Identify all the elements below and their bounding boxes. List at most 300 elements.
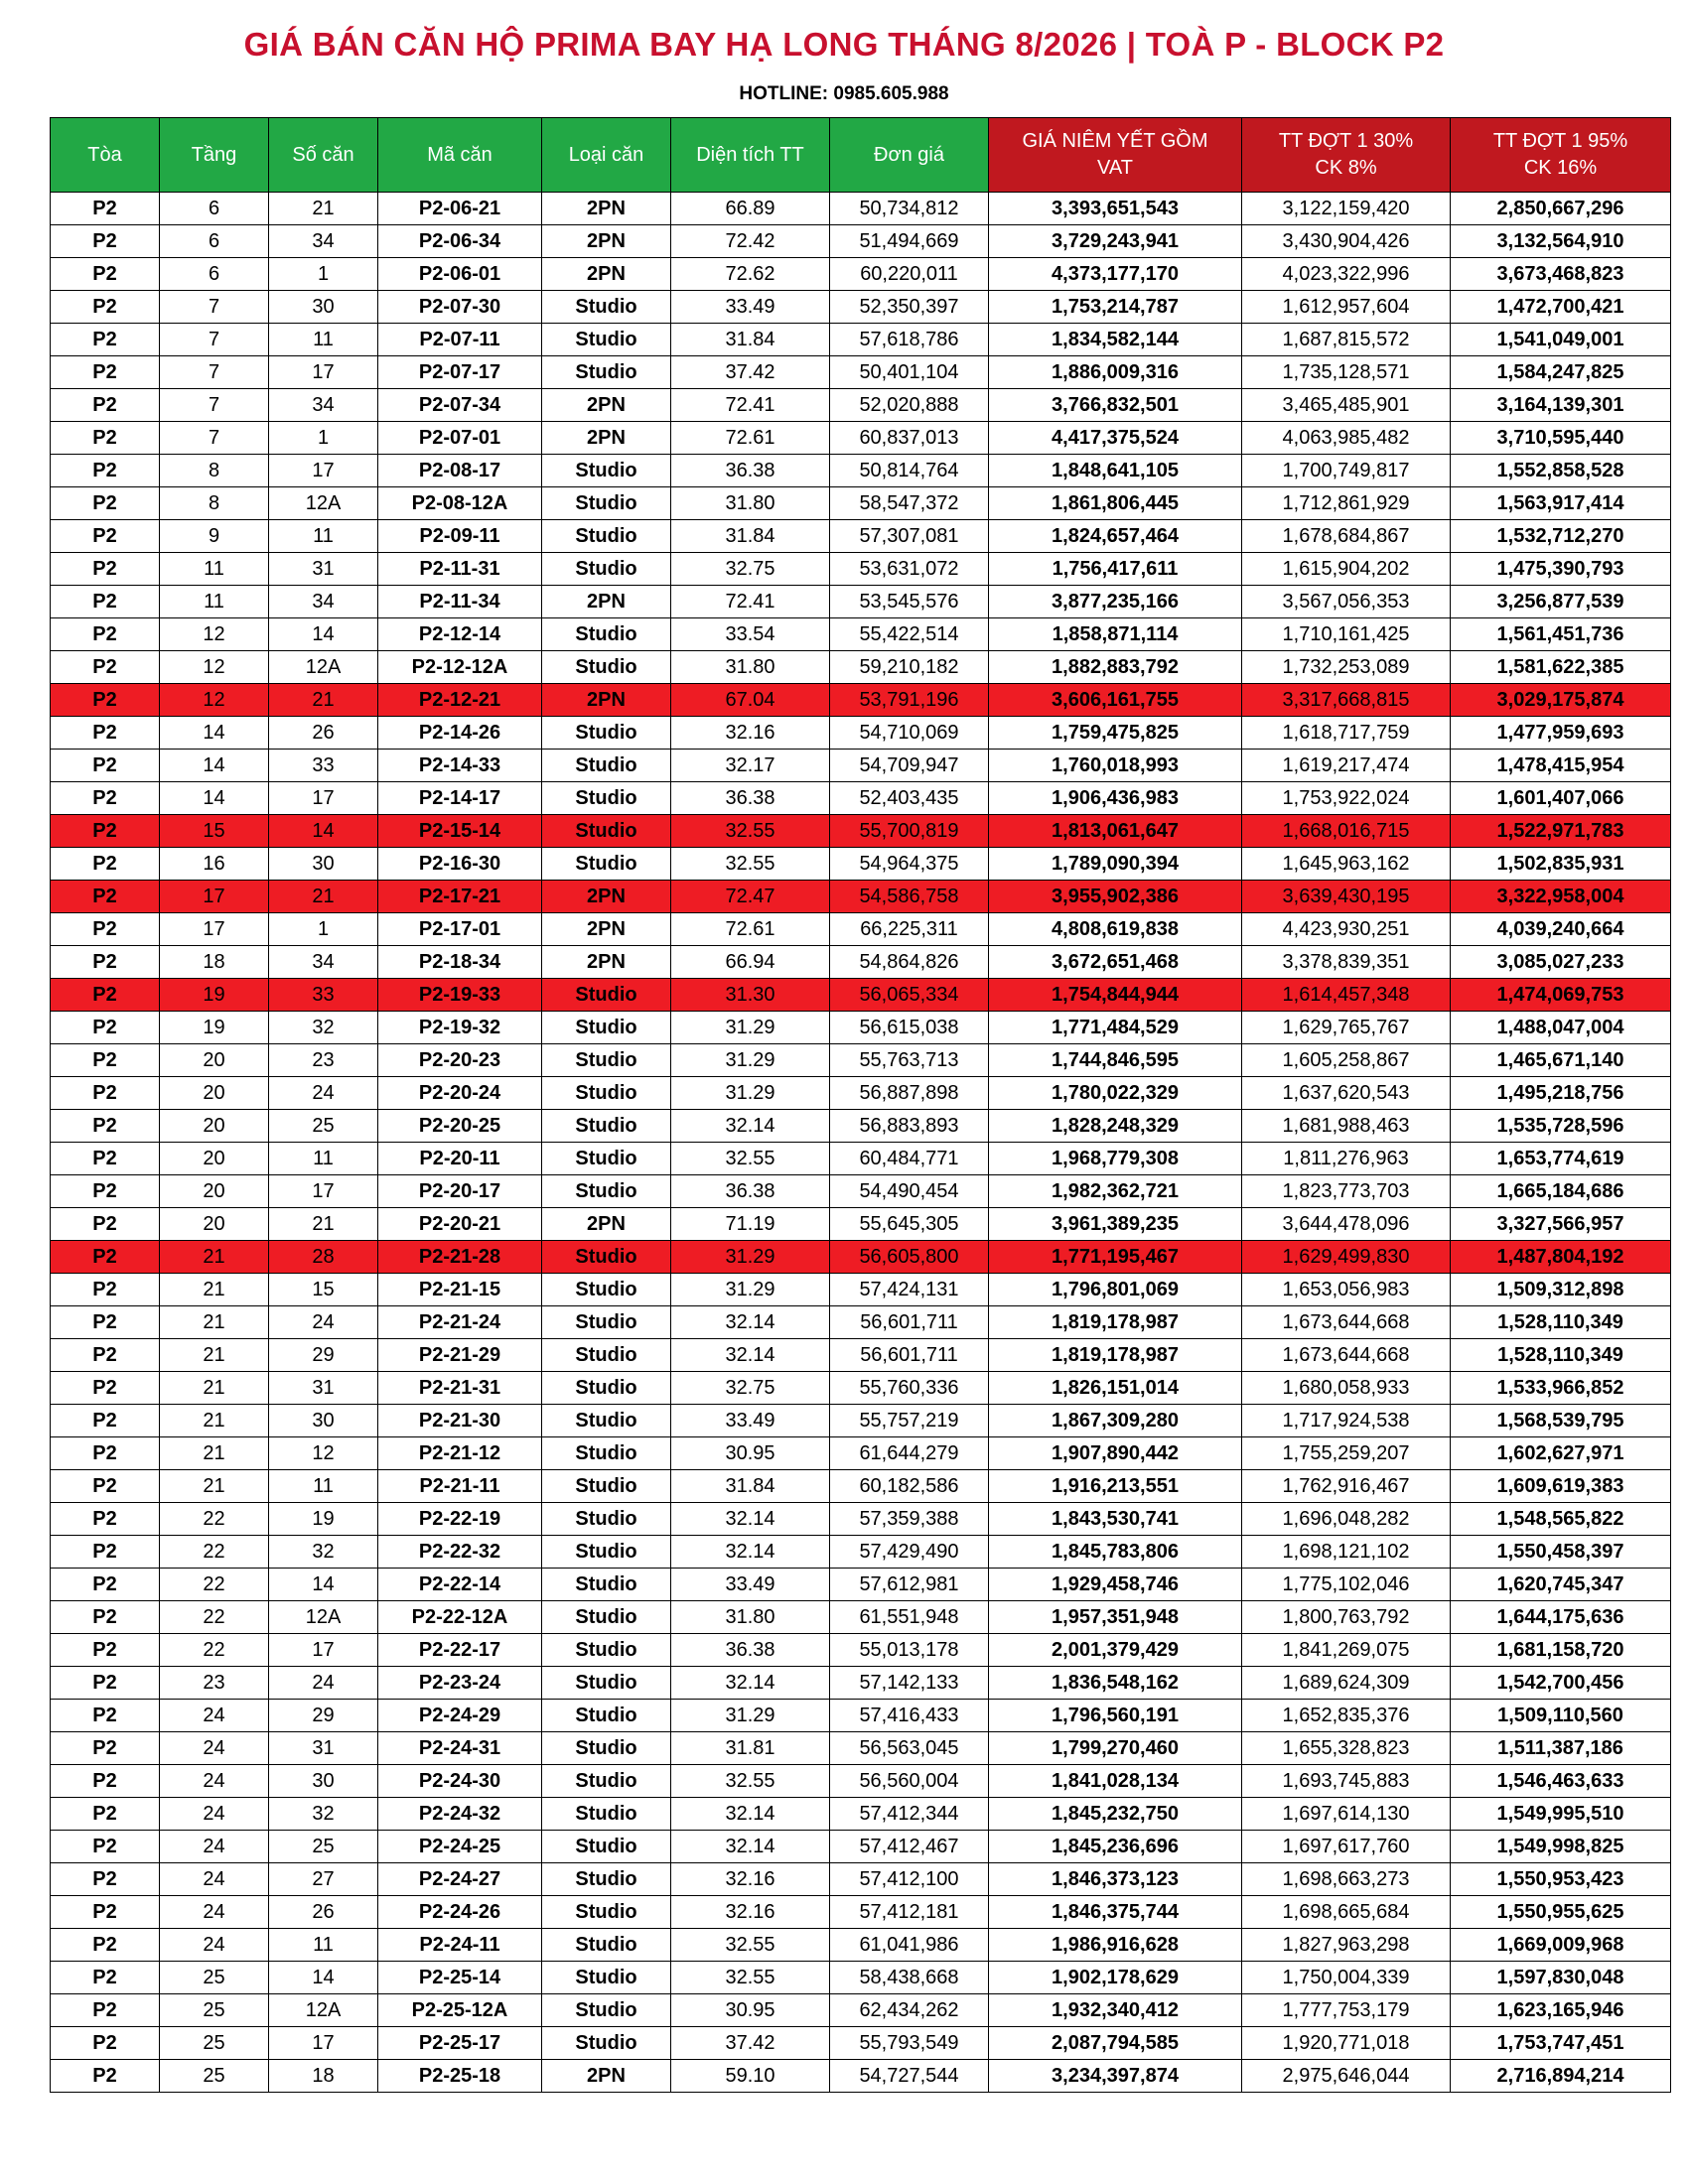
- table-row-highlighted: [51, 815, 1671, 848]
- cell-toa: P2: [51, 455, 160, 487]
- cell-so-can: 29: [269, 1700, 378, 1732]
- cell-gia-niem-yet: 1,754,844,944: [989, 979, 1242, 1012]
- cell-ma-can: P2-16-30: [378, 848, 542, 881]
- header-gia-niem-yet: GIÁ NIÊM YẾT GỒM VAT: [989, 118, 1242, 193]
- cell-toa: P2: [51, 225, 160, 258]
- cell-don-gia: 54,490,454: [830, 1175, 989, 1208]
- cell-ma-can: P2-14-26: [378, 717, 542, 750]
- cell-ma-can: P2-20-23: [378, 1044, 542, 1077]
- cell-gia-niem-yet: 3,672,651,468: [989, 946, 1242, 979]
- cell-tt-dot1-95: 1,602,627,971: [1451, 1437, 1671, 1470]
- cell-tt-dot1-95: 1,753,747,451: [1451, 2027, 1671, 2060]
- cell-toa: P2: [51, 815, 160, 848]
- header-tt-dot1-30: TT ĐỢT 1 30% CK 8%: [1242, 118, 1451, 193]
- cell-so-can: 11: [269, 1929, 378, 1962]
- cell-tang: 11: [160, 553, 269, 586]
- table-row: [51, 1274, 1671, 1306]
- table-row: [51, 586, 1671, 618]
- cell-so-can: 17: [269, 2027, 378, 2060]
- cell-tt-dot1-95: 3,085,027,233: [1451, 946, 1671, 979]
- cell-tt-dot1-95: 3,132,564,910: [1451, 225, 1671, 258]
- cell-tt-dot1-30: 1,800,763,792: [1242, 1601, 1451, 1634]
- cell-loai-can: Studio: [542, 1765, 671, 1798]
- cell-tt-dot1-30: 3,430,904,426: [1242, 225, 1451, 258]
- table-row: [51, 2027, 1671, 2060]
- cell-don-gia: 56,615,038: [830, 1012, 989, 1044]
- cell-tt-dot1-30: 1,841,269,075: [1242, 1634, 1451, 1667]
- table-row: [51, 258, 1671, 291]
- cell-don-gia: 56,601,711: [830, 1339, 989, 1372]
- cell-so-can: 24: [269, 1306, 378, 1339]
- cell-don-gia: 58,547,372: [830, 487, 989, 520]
- cell-tt-dot1-30: 1,700,749,817: [1242, 455, 1451, 487]
- table-row-highlighted: [51, 1241, 1671, 1274]
- cell-so-can: 17: [269, 1175, 378, 1208]
- cell-tt-dot1-30: 1,629,765,767: [1242, 1012, 1451, 1044]
- cell-loai-can: Studio: [542, 618, 671, 651]
- cell-tt-dot1-30: 1,827,963,298: [1242, 1929, 1451, 1962]
- cell-gia-niem-yet: 3,606,161,755: [989, 684, 1242, 717]
- cell-loai-can: 2PN: [542, 1208, 671, 1241]
- cell-toa: P2: [51, 1798, 160, 1831]
- cell-don-gia: 54,709,947: [830, 750, 989, 782]
- cell-loai-can: Studio: [542, 848, 671, 881]
- cell-tang: 14: [160, 750, 269, 782]
- cell-gia-niem-yet: 1,756,417,611: [989, 553, 1242, 586]
- cell-loai-can: Studio: [542, 1405, 671, 1437]
- cell-so-can: 14: [269, 815, 378, 848]
- cell-don-gia: 58,438,668: [830, 1962, 989, 1994]
- cell-toa: P2: [51, 913, 160, 946]
- cell-dien-tich: 32.16: [671, 1863, 830, 1896]
- cell-tt-dot1-30: 1,698,121,102: [1242, 1536, 1451, 1569]
- cell-toa: P2: [51, 979, 160, 1012]
- cell-ma-can: P2-11-34: [378, 586, 542, 618]
- cell-tt-dot1-30: 4,423,930,251: [1242, 913, 1451, 946]
- table-row-highlighted: [51, 979, 1671, 1012]
- cell-ma-can: P2-12-21: [378, 684, 542, 717]
- cell-loai-can: Studio: [542, 1732, 671, 1765]
- cell-don-gia: 56,563,045: [830, 1732, 989, 1765]
- cell-tang: 19: [160, 1012, 269, 1044]
- cell-toa: P2: [51, 1208, 160, 1241]
- cell-don-gia: 56,560,004: [830, 1765, 989, 1798]
- cell-toa: P2: [51, 2027, 160, 2060]
- cell-loai-can: 2PN: [542, 881, 671, 913]
- cell-tt-dot1-30: 1,717,924,538: [1242, 1405, 1451, 1437]
- cell-gia-niem-yet: 1,836,548,162: [989, 1667, 1242, 1700]
- cell-tang: 24: [160, 1700, 269, 1732]
- cell-tt-dot1-30: 1,735,128,571: [1242, 356, 1451, 389]
- cell-gia-niem-yet: 1,819,178,987: [989, 1339, 1242, 1372]
- cell-loai-can: Studio: [542, 520, 671, 553]
- cell-gia-niem-yet: 1,886,009,316: [989, 356, 1242, 389]
- cell-loai-can: Studio: [542, 1994, 671, 2027]
- cell-so-can: 11: [269, 1470, 378, 1503]
- table-row: [51, 487, 1671, 520]
- cell-ma-can: P2-25-12A: [378, 1994, 542, 2027]
- cell-tt-dot1-95: 1,533,966,852: [1451, 1372, 1671, 1405]
- table-row: [51, 651, 1671, 684]
- cell-so-can: 12A: [269, 487, 378, 520]
- table-row: [51, 717, 1671, 750]
- cell-loai-can: Studio: [542, 1470, 671, 1503]
- cell-tang: 14: [160, 782, 269, 815]
- cell-tt-dot1-30: 3,644,478,096: [1242, 1208, 1451, 1241]
- cell-loai-can: Studio: [542, 1306, 671, 1339]
- cell-tt-dot1-95: 1,561,451,736: [1451, 618, 1671, 651]
- cell-don-gia: 52,350,397: [830, 291, 989, 324]
- table-row: [51, 1929, 1671, 1962]
- cell-gia-niem-yet: 1,858,871,114: [989, 618, 1242, 651]
- table-row: [51, 1634, 1671, 1667]
- cell-tt-dot1-95: 1,532,712,270: [1451, 520, 1671, 553]
- cell-tang: 21: [160, 1437, 269, 1470]
- cell-don-gia: 51,494,669: [830, 225, 989, 258]
- cell-tt-dot1-95: 1,550,955,625: [1451, 1896, 1671, 1929]
- cell-ma-can: P2-07-11: [378, 324, 542, 356]
- cell-ma-can: P2-07-01: [378, 422, 542, 455]
- cell-tt-dot1-95: 3,673,468,823: [1451, 258, 1671, 291]
- cell-gia-niem-yet: 3,955,902,386: [989, 881, 1242, 913]
- table-row: [51, 1765, 1671, 1798]
- cell-tang: 21: [160, 1306, 269, 1339]
- cell-gia-niem-yet: 1,845,236,696: [989, 1831, 1242, 1863]
- cell-loai-can: Studio: [542, 1077, 671, 1110]
- cell-ma-can: P2-07-30: [378, 291, 542, 324]
- cell-tt-dot1-30: 4,023,322,996: [1242, 258, 1451, 291]
- header-toa: Tòa: [51, 118, 160, 193]
- cell-toa: P2: [51, 1863, 160, 1896]
- cell-ma-can: P2-25-18: [378, 2060, 542, 2093]
- cell-gia-niem-yet: 1,828,248,329: [989, 1110, 1242, 1143]
- cell-dien-tich: 59.10: [671, 2060, 830, 2093]
- table-row: [51, 750, 1671, 782]
- cell-tt-dot1-30: 1,697,617,760: [1242, 1831, 1451, 1863]
- header-ma-can: Mã căn: [378, 118, 542, 193]
- cell-ma-can: P2-25-14: [378, 1962, 542, 1994]
- cell-toa: P2: [51, 1175, 160, 1208]
- cell-don-gia: 56,601,711: [830, 1306, 989, 1339]
- cell-tt-dot1-95: 1,474,069,753: [1451, 979, 1671, 1012]
- cell-dien-tich: 32.14: [671, 1110, 830, 1143]
- cell-tt-dot1-30: 2,975,646,044: [1242, 2060, 1451, 2093]
- cell-toa: P2: [51, 1470, 160, 1503]
- cell-don-gia: 54,727,544: [830, 2060, 989, 2093]
- cell-tt-dot1-30: 1,645,963,162: [1242, 848, 1451, 881]
- cell-gia-niem-yet: 3,961,389,235: [989, 1208, 1242, 1241]
- cell-dien-tich: 72.42: [671, 225, 830, 258]
- table-row: [51, 291, 1671, 324]
- cell-dien-tich: 32.16: [671, 1896, 830, 1929]
- cell-tt-dot1-95: 1,522,971,783: [1451, 815, 1671, 848]
- cell-tang: 22: [160, 1536, 269, 1569]
- table-row: [51, 1175, 1671, 1208]
- cell-gia-niem-yet: 1,796,801,069: [989, 1274, 1242, 1306]
- cell-loai-can: Studio: [542, 1798, 671, 1831]
- cell-ma-can: P2-08-17: [378, 455, 542, 487]
- cell-don-gia: 57,618,786: [830, 324, 989, 356]
- cell-dien-tich: 32.55: [671, 1143, 830, 1175]
- cell-toa: P2: [51, 1405, 160, 1437]
- cell-tt-dot1-95: 1,472,700,421: [1451, 291, 1671, 324]
- cell-loai-can: Studio: [542, 1569, 671, 1601]
- cell-ma-can: P2-22-32: [378, 1536, 542, 1569]
- cell-gia-niem-yet: 1,957,351,948: [989, 1601, 1242, 1634]
- table-row: [51, 193, 1671, 225]
- table-row: [51, 1470, 1671, 1503]
- cell-toa: P2: [51, 1994, 160, 2027]
- header-loai-can: Loại căn: [542, 118, 671, 193]
- cell-gia-niem-yet: 1,932,340,412: [989, 1994, 1242, 2027]
- cell-gia-niem-yet: 3,877,235,166: [989, 586, 1242, 618]
- table-row: [51, 1896, 1671, 1929]
- cell-tang: 7: [160, 389, 269, 422]
- cell-loai-can: 2PN: [542, 2060, 671, 2093]
- cell-dien-tich: 36.38: [671, 782, 830, 815]
- cell-loai-can: Studio: [542, 1437, 671, 1470]
- cell-toa: P2: [51, 750, 160, 782]
- cell-gia-niem-yet: 4,373,177,170: [989, 258, 1242, 291]
- cell-dien-tich: 31.84: [671, 1470, 830, 1503]
- table-row: [51, 520, 1671, 553]
- cell-so-can: 15: [269, 1274, 378, 1306]
- cell-tang: 11: [160, 586, 269, 618]
- cell-don-gia: 53,545,576: [830, 586, 989, 618]
- cell-gia-niem-yet: 1,845,783,806: [989, 1536, 1242, 1569]
- cell-tt-dot1-30: 1,753,922,024: [1242, 782, 1451, 815]
- cell-don-gia: 55,757,219: [830, 1405, 989, 1437]
- cell-so-can: 27: [269, 1863, 378, 1896]
- cell-ma-can: P2-07-17: [378, 356, 542, 389]
- cell-dien-tich: 36.38: [671, 455, 830, 487]
- cell-tang: 7: [160, 324, 269, 356]
- cell-tt-dot1-95: 1,653,774,619: [1451, 1143, 1671, 1175]
- cell-tang: 6: [160, 193, 269, 225]
- cell-toa: P2: [51, 1437, 160, 1470]
- cell-tt-dot1-30: 1,673,644,668: [1242, 1339, 1451, 1372]
- cell-tt-dot1-30: 1,687,815,572: [1242, 324, 1451, 356]
- cell-tang: 18: [160, 946, 269, 979]
- cell-toa: P2: [51, 1306, 160, 1339]
- cell-so-can: 30: [269, 848, 378, 881]
- cell-gia-niem-yet: 1,867,309,280: [989, 1405, 1242, 1437]
- table-row: [51, 1831, 1671, 1863]
- cell-gia-niem-yet: 1,771,195,467: [989, 1241, 1242, 1274]
- table-row: [51, 2060, 1671, 2093]
- cell-tt-dot1-95: 1,488,047,004: [1451, 1012, 1671, 1044]
- table-row: [51, 1077, 1671, 1110]
- cell-ma-can: P2-06-34: [378, 225, 542, 258]
- cell-tang: 21: [160, 1372, 269, 1405]
- cell-tt-dot1-95: 1,584,247,825: [1451, 356, 1671, 389]
- cell-so-can: 32: [269, 1798, 378, 1831]
- cell-toa: P2: [51, 1372, 160, 1405]
- table-row: [51, 1208, 1671, 1241]
- cell-tt-dot1-95: 1,478,415,954: [1451, 750, 1671, 782]
- cell-tt-dot1-30: 1,673,644,668: [1242, 1306, 1451, 1339]
- cell-tt-dot1-95: 1,535,728,596: [1451, 1110, 1671, 1143]
- cell-don-gia: 57,359,388: [830, 1503, 989, 1536]
- cell-gia-niem-yet: 3,234,397,874: [989, 2060, 1242, 2093]
- cell-tang: 24: [160, 1765, 269, 1798]
- cell-don-gia: 52,403,435: [830, 782, 989, 815]
- cell-ma-can: P2-24-25: [378, 1831, 542, 1863]
- cell-gia-niem-yet: 1,744,846,595: [989, 1044, 1242, 1077]
- cell-tt-dot1-30: 1,652,835,376: [1242, 1700, 1451, 1732]
- cell-toa: P2: [51, 717, 160, 750]
- hotline-text: HOTLINE: 0985.605.988: [739, 83, 949, 104]
- cell-tt-dot1-30: 1,755,259,207: [1242, 1437, 1451, 1470]
- cell-dien-tich: 37.42: [671, 2027, 830, 2060]
- cell-so-can: 33: [269, 979, 378, 1012]
- cell-tang: 7: [160, 291, 269, 324]
- cell-tang: 25: [160, 1962, 269, 1994]
- table-row: [51, 225, 1671, 258]
- cell-dien-tich: 33.54: [671, 618, 830, 651]
- cell-don-gia: 56,883,893: [830, 1110, 989, 1143]
- cell-tang: 15: [160, 815, 269, 848]
- cell-tt-dot1-95: 1,620,745,347: [1451, 1569, 1671, 1601]
- cell-don-gia: 60,484,771: [830, 1143, 989, 1175]
- cell-gia-niem-yet: 1,824,657,464: [989, 520, 1242, 553]
- cell-dien-tich: 72.61: [671, 913, 830, 946]
- cell-gia-niem-yet: 1,848,641,105: [989, 455, 1242, 487]
- cell-ma-can: P2-24-27: [378, 1863, 542, 1896]
- cell-don-gia: 50,734,812: [830, 193, 989, 225]
- cell-ma-can: P2-21-15: [378, 1274, 542, 1306]
- cell-don-gia: 57,142,133: [830, 1667, 989, 1700]
- cell-so-can: 31: [269, 1372, 378, 1405]
- table-row: [51, 1306, 1671, 1339]
- cell-dien-tich: 32.16: [671, 717, 830, 750]
- cell-tang: 19: [160, 979, 269, 1012]
- cell-gia-niem-yet: 1,843,530,741: [989, 1503, 1242, 1536]
- cell-toa: P2: [51, 1274, 160, 1306]
- cell-tt-dot1-95: 3,327,566,957: [1451, 1208, 1671, 1241]
- cell-tang: 24: [160, 1929, 269, 1962]
- cell-tt-dot1-30: 1,920,771,018: [1242, 2027, 1451, 2060]
- cell-ma-can: P2-21-24: [378, 1306, 542, 1339]
- cell-gia-niem-yet: 4,417,375,524: [989, 422, 1242, 455]
- cell-tt-dot1-30: 1,629,499,830: [1242, 1241, 1451, 1274]
- cell-loai-can: Studio: [542, 1536, 671, 1569]
- cell-ma-can: P2-24-29: [378, 1700, 542, 1732]
- cell-tt-dot1-95: 1,681,158,720: [1451, 1634, 1671, 1667]
- table-row-highlighted: [51, 684, 1671, 717]
- table-row: [51, 1994, 1671, 2027]
- cell-tt-dot1-30: 1,777,753,179: [1242, 1994, 1451, 2027]
- cell-tang: 25: [160, 2060, 269, 2093]
- cell-loai-can: 2PN: [542, 225, 671, 258]
- cell-toa: P2: [51, 1077, 160, 1110]
- cell-tt-dot1-30: 1,637,620,543: [1242, 1077, 1451, 1110]
- cell-don-gia: 60,837,013: [830, 422, 989, 455]
- cell-gia-niem-yet: 1,907,890,442: [989, 1437, 1242, 1470]
- cell-gia-niem-yet: 1,796,560,191: [989, 1700, 1242, 1732]
- cell-loai-can: Studio: [542, 1863, 671, 1896]
- cell-loai-can: Studio: [542, 782, 671, 815]
- cell-tt-dot1-30: 1,750,004,339: [1242, 1962, 1451, 1994]
- cell-toa: P2: [51, 324, 160, 356]
- cell-don-gia: 54,964,375: [830, 848, 989, 881]
- cell-tang: 14: [160, 717, 269, 750]
- cell-gia-niem-yet: 1,929,458,746: [989, 1569, 1242, 1601]
- cell-so-can: 30: [269, 1405, 378, 1437]
- cell-tt-dot1-95: 1,549,998,825: [1451, 1831, 1671, 1863]
- cell-dien-tich: 32.55: [671, 1962, 830, 1994]
- cell-so-can: 34: [269, 389, 378, 422]
- cell-don-gia: 60,220,011: [830, 258, 989, 291]
- cell-gia-niem-yet: 1,799,270,460: [989, 1732, 1242, 1765]
- cell-dien-tich: 32.55: [671, 848, 830, 881]
- cell-loai-can: Studio: [542, 1175, 671, 1208]
- cell-toa: P2: [51, 1012, 160, 1044]
- cell-tang: 21: [160, 1470, 269, 1503]
- cell-tt-dot1-30: 1,775,102,046: [1242, 1569, 1451, 1601]
- cell-loai-can: Studio: [542, 487, 671, 520]
- cell-so-can: 25: [269, 1831, 378, 1863]
- cell-dien-tich: 32.14: [671, 1306, 830, 1339]
- cell-ma-can: P2-12-14: [378, 618, 542, 651]
- cell-ma-can: P2-24-31: [378, 1732, 542, 1765]
- table-row: [51, 389, 1671, 422]
- cell-ma-can: P2-15-14: [378, 815, 542, 848]
- cell-dien-tich: 31.80: [671, 487, 830, 520]
- cell-dien-tich: 31.84: [671, 520, 830, 553]
- cell-tt-dot1-95: 1,487,804,192: [1451, 1241, 1671, 1274]
- cell-tt-dot1-95: 1,548,565,822: [1451, 1503, 1671, 1536]
- cell-ma-can: P2-24-26: [378, 1896, 542, 1929]
- cell-tt-dot1-30: 1,619,217,474: [1242, 750, 1451, 782]
- cell-tt-dot1-95: 3,710,595,440: [1451, 422, 1671, 455]
- cell-loai-can: Studio: [542, 356, 671, 389]
- table-row: [51, 1012, 1671, 1044]
- cell-tt-dot1-30: 1,689,624,309: [1242, 1667, 1451, 1700]
- cell-tang: 17: [160, 881, 269, 913]
- cell-so-can: 17: [269, 455, 378, 487]
- table-row: [51, 1044, 1671, 1077]
- cell-dien-tich: 32.14: [671, 1798, 830, 1831]
- cell-don-gia: 50,814,764: [830, 455, 989, 487]
- cell-tt-dot1-30: 1,612,957,604: [1242, 291, 1451, 324]
- cell-tt-dot1-95: 1,546,463,633: [1451, 1765, 1671, 1798]
- cell-tt-dot1-30: 1,605,258,867: [1242, 1044, 1451, 1077]
- cell-toa: P2: [51, 2060, 160, 2093]
- cell-tt-dot1-95: 1,665,184,686: [1451, 1175, 1671, 1208]
- cell-dien-tich: 32.14: [671, 1831, 830, 1863]
- cell-ma-can: P2-22-17: [378, 1634, 542, 1667]
- cell-tang: 20: [160, 1175, 269, 1208]
- cell-toa: P2: [51, 1110, 160, 1143]
- cell-tt-dot1-30: 1,680,058,933: [1242, 1372, 1451, 1405]
- cell-gia-niem-yet: 1,834,582,144: [989, 324, 1242, 356]
- cell-tang: 8: [160, 455, 269, 487]
- cell-tt-dot1-30: 1,697,614,130: [1242, 1798, 1451, 1831]
- cell-loai-can: 2PN: [542, 422, 671, 455]
- cell-don-gia: 54,864,826: [830, 946, 989, 979]
- cell-ma-can: P2-20-17: [378, 1175, 542, 1208]
- cell-tt-dot1-95: 3,256,877,539: [1451, 586, 1671, 618]
- cell-tt-dot1-95: 1,495,218,756: [1451, 1077, 1671, 1110]
- table-row: [51, 1437, 1671, 1470]
- cell-ma-can: P2-22-12A: [378, 1601, 542, 1634]
- cell-toa: P2: [51, 1143, 160, 1175]
- cell-don-gia: 55,760,336: [830, 1372, 989, 1405]
- cell-loai-can: 2PN: [542, 193, 671, 225]
- cell-don-gia: 54,710,069: [830, 717, 989, 750]
- header-don-gia: Đơn giá: [830, 118, 989, 193]
